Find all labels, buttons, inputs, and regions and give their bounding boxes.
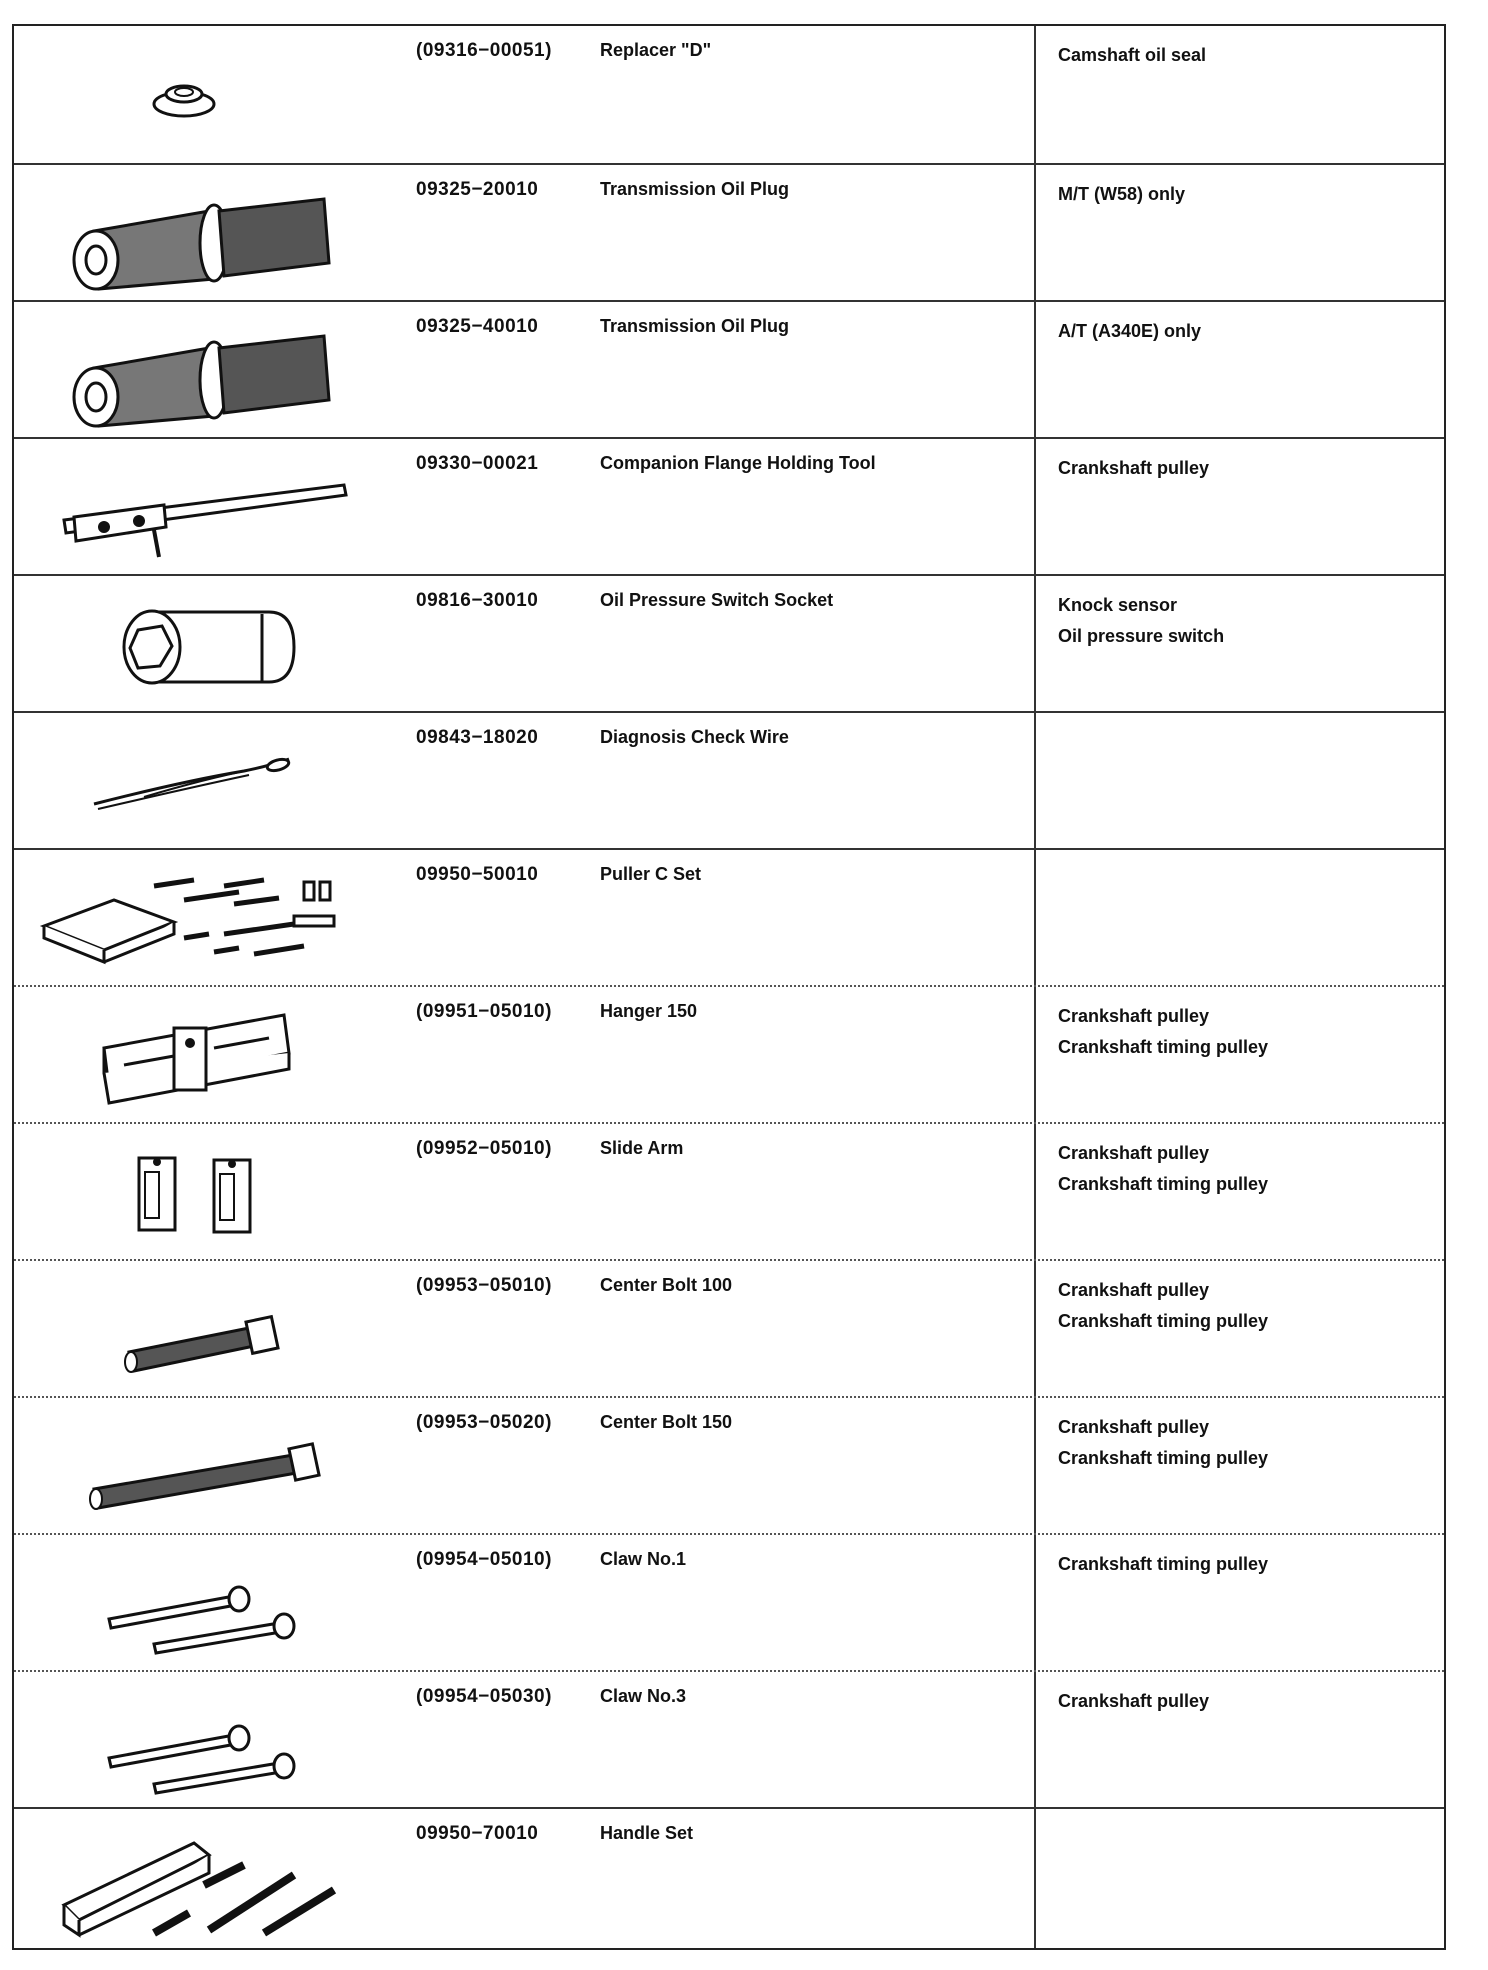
tool-row <box>14 26 1444 163</box>
use-line: Crankshaft pulley <box>1058 1006 1210 1026</box>
tool-name: Slide Arm <box>600 1138 684 1158</box>
tool-name: Claw No.1 <box>600 1549 687 1569</box>
tool-row <box>14 985 1444 1122</box>
replacer-icon <box>34 32 364 157</box>
special-tools-table <box>12 24 1446 1950</box>
flange-holding-tool-icon <box>34 445 364 570</box>
tool-name: Handle Set <box>600 1823 694 1843</box>
tool-name: Diagnosis Check Wire <box>600 727 789 747</box>
tool-use <box>1058 1686 1209 1717</box>
part-number: 09950−50010 <box>416 864 539 885</box>
tool-row <box>14 300 1444 437</box>
part-number: (09953−05010) <box>416 1275 552 1296</box>
part-number: 09950−70010 <box>416 1823 539 1844</box>
tool-row <box>14 848 1444 985</box>
use-line: Crankshaft timing pulley <box>1058 1174 1269 1194</box>
tool-use <box>1058 1275 1268 1337</box>
tool-name: Puller C Set <box>600 864 702 884</box>
puller-set-icon <box>34 856 364 981</box>
tool-row <box>14 1533 1444 1670</box>
tool-name: Transmission Oil Plug <box>600 316 790 336</box>
use-line: Crankshaft pulley <box>1058 1143 1210 1163</box>
tool-row <box>14 711 1444 848</box>
part-number: (09954−05010) <box>416 1549 552 1570</box>
claw-icon <box>34 1678 364 1803</box>
tool-name: Replacer "D" <box>600 40 712 60</box>
tool-use <box>1058 1001 1268 1063</box>
use-line: Crankshaft timing pulley <box>1058 1448 1269 1468</box>
tool-use <box>1058 1549 1268 1580</box>
part-number: 09325−40010 <box>416 316 539 337</box>
part-number: 09330−00021 <box>416 453 539 474</box>
part-number: (09953−05020) <box>416 1412 552 1433</box>
center-bolt-short-icon <box>34 1267 364 1392</box>
tool-name: Companion Flange Holding Tool <box>600 453 876 473</box>
tool-name: Hanger 150 <box>600 1001 698 1021</box>
use-line: Crankshaft pulley <box>1058 458 1210 478</box>
tool-use <box>1058 1138 1268 1200</box>
use-line: A/T (A340E) only <box>1058 321 1202 341</box>
part-number: (09951−05010) <box>416 1001 552 1022</box>
part-number: 09816−30010 <box>416 590 539 611</box>
tool-row <box>14 1807 1444 1950</box>
use-line: Camshaft oil seal <box>1058 45 1207 65</box>
handle-set-icon <box>34 1815 364 1940</box>
slide-arm-icon <box>34 1130 364 1255</box>
tool-name: Center Bolt 100 <box>600 1275 733 1295</box>
part-number: (09952−05010) <box>416 1138 552 1159</box>
use-line: Crankshaft timing pulley <box>1058 1037 1269 1057</box>
part-number: 09325−20010 <box>416 179 539 200</box>
tool-row <box>14 163 1444 300</box>
check-wire-icon <box>34 719 364 844</box>
use-line: Crankshaft pulley <box>1058 1691 1210 1711</box>
tool-use <box>1058 179 1185 210</box>
tool-row <box>14 1259 1444 1396</box>
tool-use <box>1058 453 1209 484</box>
part-number: (09316−00051) <box>416 40 552 61</box>
tool-row <box>14 1670 1444 1807</box>
tool-name: Transmission Oil Plug <box>600 179 790 199</box>
tool-row <box>14 1122 1444 1259</box>
socket-icon <box>34 582 364 707</box>
use-line: Oil pressure switch <box>1058 626 1225 646</box>
tool-name: Claw No.3 <box>600 1686 687 1706</box>
tool-row <box>14 1396 1444 1533</box>
tool-use <box>1058 590 1224 652</box>
use-line: M/T (W58) only <box>1058 184 1185 204</box>
tool-use <box>1058 1412 1268 1474</box>
tool-name: Oil Pressure Switch Socket <box>600 590 834 610</box>
use-line: Crankshaft timing pulley <box>1058 1311 1269 1331</box>
oil-plug-tool-icon <box>34 308 364 433</box>
use-line: Crankshaft pulley <box>1058 1280 1210 1300</box>
tool-row <box>14 574 1444 711</box>
use-line: Knock sensor <box>1058 595 1178 615</box>
claw-icon <box>34 1541 364 1666</box>
tool-row <box>14 437 1444 574</box>
tool-name: Center Bolt 150 <box>600 1412 733 1432</box>
oil-plug-tool-icon <box>34 171 364 296</box>
center-bolt-long-icon <box>34 1404 364 1529</box>
tool-use <box>1058 40 1206 71</box>
tool-use <box>1058 316 1201 347</box>
part-number: (09954−05030) <box>416 1686 552 1707</box>
hanger-icon <box>34 993 364 1118</box>
use-line: Crankshaft timing pulley <box>1058 1554 1269 1574</box>
use-line: Crankshaft pulley <box>1058 1417 1210 1437</box>
part-number: 09843−18020 <box>416 727 539 748</box>
